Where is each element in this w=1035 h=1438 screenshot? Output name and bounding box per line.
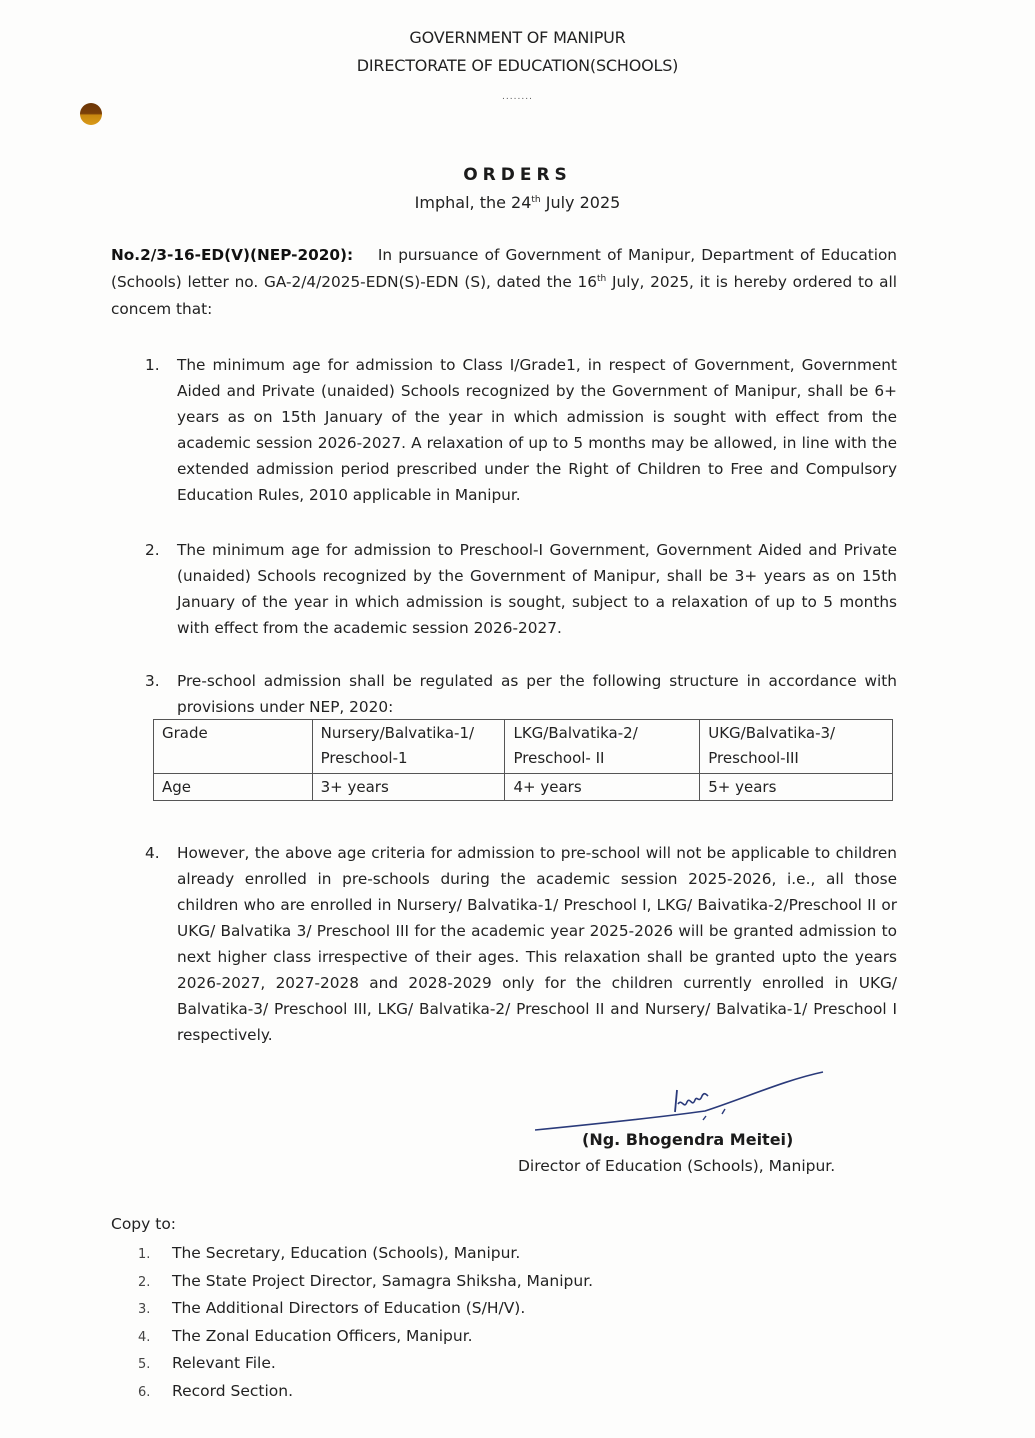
table-cell: UKG/Balvatika-3/ Preschool-III bbox=[700, 720, 893, 774]
list-item: 2. The State Project Director, Samagra Shiksha, Manipur. bbox=[138, 1271, 594, 1290]
dateline: Imphal, the 24th July 2025 bbox=[414, 193, 621, 212]
item-text: The minimum age for admission to Preschool-I Government, Government Aided and Private (unaided) Schools recognized by the Government of Manipur, shall be 3+ years as on 15th January of the year in which admission is sought, subject to a relaxation of up to 5 months with effect from the academic session 2026-2027. bbox=[177, 541, 897, 637]
item-number: 4. bbox=[145, 844, 160, 862]
order-item-1 bbox=[145, 352, 897, 508]
item-number: 1. bbox=[145, 356, 160, 374]
order-item-4 bbox=[145, 840, 897, 1048]
item-text: However, the above age criteria for admission to pre-school will not be applicable to children already enrolled in pre-schools during the academic session 2025-2026, i.e., all those children who are enrolled in Nursery/ Balvatika-1/ Preschool I, LKG/ Baivatika-2/Preschool II or UKG/ Balvatika 3/ Preschool III for the academic year 2025-2026 will be granted admission to next higher class irrespective of their ages. This relaxation shall be granted upto the years 2026-2027, 2027-2028 and 2028-2029 only for the children currently enrolled in UKG/ Balvatika-3/ Preschool III, LKG/ Balvatika-2/ Preschool II and Nursery/ Balvatika-1/ Preschool I respectively. bbox=[177, 844, 897, 1044]
list-item: 1. The Secretary, Education (Schools), Manipur. bbox=[138, 1244, 521, 1262]
order-item-2 bbox=[145, 537, 897, 641]
item-text: The minimum age for admission to Class I/Grade1, in respect of Government, Government Aided and Private (unaided) Schools recognized by the Government of Manipur, shall be 6+ years as on 15th January of the year in which admission is sought with effect from the academic session 2026-2027. A relaxation of up to 5 months may be allowed, in line with the extended admission period prescribed under the Right of Children to Free and Compulsory Education Rules, 2010 applicable in Manipur. bbox=[177, 356, 897, 504]
item-number: 2. bbox=[145, 541, 160, 559]
header-separator: ........ bbox=[502, 92, 533, 102]
signer-name: (Ng. Bhogendra Meitei) bbox=[582, 1130, 794, 1149]
header-government: GOVERNMENT OF MANIPUR bbox=[409, 28, 626, 47]
punch-hole-icon bbox=[80, 103, 102, 125]
copy-to-list bbox=[138, 1240, 738, 1405]
signature-icon bbox=[535, 1068, 825, 1133]
list-item: 6. Record Section. bbox=[138, 1381, 293, 1400]
item-number: 3. bbox=[145, 672, 160, 690]
table-row-age bbox=[154, 774, 893, 801]
signer-designation: Director of Education (Schools), Manipur. bbox=[518, 1157, 836, 1175]
header-directorate: DIRECTORATE OF EDUCATION(SCHOOLS) bbox=[356, 56, 679, 75]
table-cell: 5+ years bbox=[700, 774, 893, 801]
list-item: 5. Relevant File. bbox=[138, 1354, 276, 1372]
copy-to-heading: Copy to: bbox=[111, 1215, 177, 1233]
table-cell: 3+ years bbox=[312, 774, 505, 801]
list-item: 3. The Additional Directors of Education (S/H/V). bbox=[138, 1299, 526, 1317]
table-cell: 4+ years bbox=[505, 774, 700, 801]
preschool-age-table bbox=[153, 719, 893, 801]
table-row-grade bbox=[154, 720, 893, 774]
order-item-3 bbox=[145, 668, 897, 720]
table-cell: LKG/Balvatika-2/ Preschool- II bbox=[505, 720, 700, 774]
order-number: No.2/3-16-ED(V)(NEP-2020): bbox=[111, 246, 354, 264]
list-item: 4. The Zonal Education Officers, Manipur. bbox=[138, 1326, 473, 1345]
intro-paragraph: No.2/3-16-ED(V)(NEP-2020): In pursuance of Government of Manipur, Department of Education (Schools) letter no. GA-2/4/2025-EDN(S)-EDN (S), dated the 16th July, 2025, it is hereby ordered to all concem that: bbox=[111, 246, 898, 318]
document-title: ORDERS bbox=[463, 165, 572, 185]
table-cell: Nursery/Balvatika-1/ Preschool-1 bbox=[312, 720, 505, 774]
row-label: Grade bbox=[154, 720, 313, 774]
row-label: Age bbox=[154, 774, 313, 801]
item-text: Pre-school admission shall be regulated as per the following structure in accordance with provisions under NEP, 2020: bbox=[177, 672, 897, 716]
